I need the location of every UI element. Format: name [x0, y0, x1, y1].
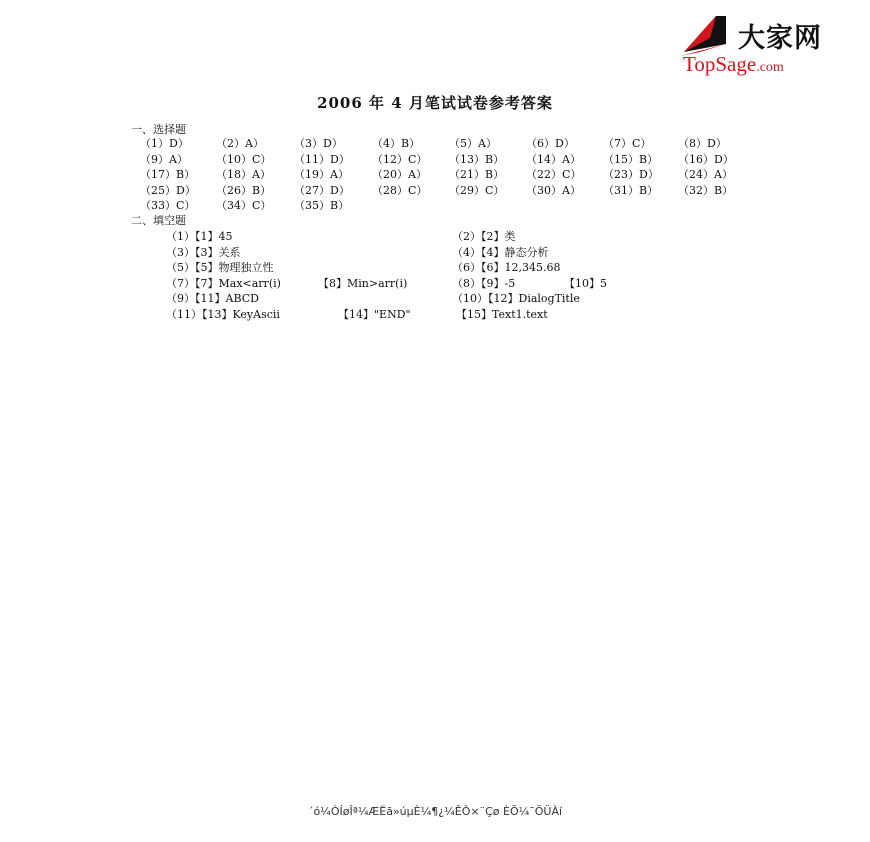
fill-answer: （3）【3】关系 — [166, 246, 241, 259]
mc-answer: （30）A） — [526, 184, 581, 197]
page-footer: ´ó¼ÒÍøÎª¼ÆËã»úµÈ¼¶¿¼ÊÔ×¨Çø ÈÕ¼¯ÖÜÀí — [307, 805, 563, 818]
mc-answer: （3）D） — [294, 137, 343, 150]
mc-answer: （27）D） — [294, 184, 350, 197]
mc-answer: （7）C） — [603, 137, 652, 150]
mc-answer: （4）B） — [372, 137, 421, 150]
fill-answer: （9）【11】ABCD — [166, 292, 259, 305]
section-fill-in-heading: 二、填空题 — [131, 214, 186, 227]
mc-answer: （29）C） — [449, 184, 505, 197]
fill-answer: （10）【12】DialogTitle — [452, 292, 580, 305]
fill-answer: （2）【2】类 — [452, 230, 516, 243]
mc-answer: （26）B） — [216, 184, 272, 197]
mc-answer: （12）C） — [372, 153, 428, 166]
logo-domain: .com — [756, 60, 784, 75]
section-multiple-choice-heading: 一、选择题 — [131, 123, 186, 136]
topsage-logo — [678, 10, 838, 76]
mc-answer: （16）D） — [678, 153, 734, 166]
mc-answer: （13）B） — [449, 153, 505, 166]
fill-answer: 【15】Text1.text — [456, 308, 548, 321]
mc-answer: （15）B） — [603, 153, 659, 166]
mc-answer: （10）C） — [216, 153, 272, 166]
mc-answer: （31）B） — [603, 184, 659, 197]
fill-answer: （6）【6】12,345.68 — [452, 261, 561, 274]
mc-answer: （21）B） — [449, 168, 505, 181]
fill-answer: 【10】5 — [564, 277, 607, 290]
fill-answer: 【8】Min>arr(i) — [318, 277, 408, 290]
mc-answer: （22）C） — [526, 168, 582, 181]
page-title: 2006 年 4 月笔试试卷参考答案 — [317, 94, 553, 112]
mc-answer: （17）B） — [140, 168, 196, 181]
fill-answer: （4）【4】静态分析 — [452, 246, 549, 259]
fill-answer: （8）【9】-5 — [452, 277, 516, 290]
mc-answer: （32）B） — [678, 184, 734, 197]
topsage-logo-icon — [680, 14, 730, 56]
mc-answer: （23）D） — [603, 168, 659, 181]
mc-answer: （6）D） — [526, 137, 575, 150]
fill-answer: 【14】"END" — [338, 308, 411, 321]
mc-answer: （8）D） — [678, 137, 727, 150]
fill-answer: （11）【13】KeyAscii — [166, 308, 280, 321]
mc-answer: （35）B） — [294, 199, 350, 212]
mc-answer: （33）C） — [140, 199, 196, 212]
fill-answer: （1）【1】45 — [166, 230, 233, 243]
mc-answer: （11）D） — [294, 153, 350, 166]
mc-answer: （25）D） — [140, 184, 196, 197]
mc-answer: （1）D） — [140, 137, 189, 150]
mc-answer: （24）A） — [678, 168, 733, 181]
mc-answer: （28）C） — [372, 184, 428, 197]
logo-chinese-text: 大家网 — [738, 23, 822, 54]
logo-brand: TopSage — [683, 52, 757, 76]
mc-answer: （34）C） — [216, 199, 272, 212]
logo-english-text — [683, 52, 784, 77]
mc-answer: （2）A） — [216, 137, 264, 150]
mc-answer: （19）A） — [294, 168, 349, 181]
mc-answer: （20）A） — [372, 168, 427, 181]
mc-answer: （9）A） — [140, 153, 188, 166]
fill-answer: （5）【5】物理独立性 — [166, 261, 274, 274]
fill-answer: （7）【7】Max<arr(i) — [166, 277, 281, 290]
mc-answer: （14）A） — [526, 153, 581, 166]
mc-answer: （5）A） — [449, 137, 497, 150]
mc-answer: （18）A） — [216, 168, 271, 181]
